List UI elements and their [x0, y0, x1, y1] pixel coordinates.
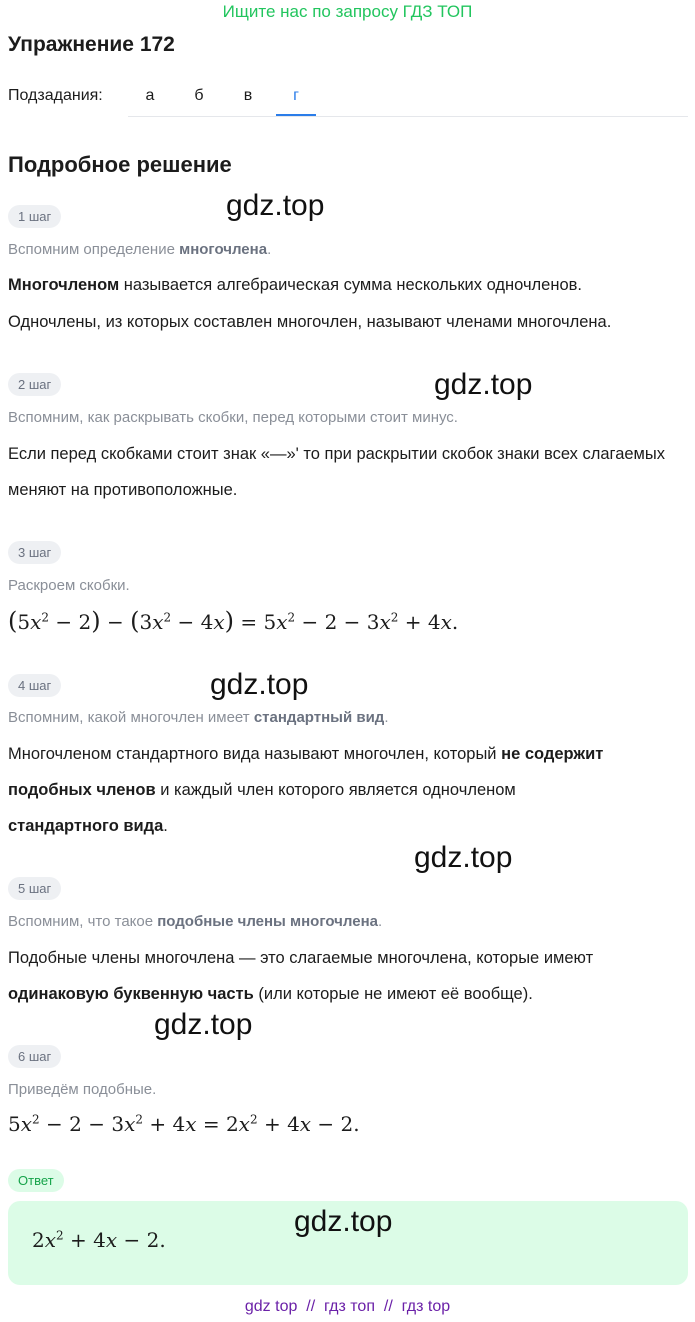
step-text: подобных членов и каждый член которого является одночленом	[8, 781, 516, 799]
promo-banner[interactable]: Ищите нас по запросу ГДЗ ТОП	[222, 2, 473, 21]
math-expression: $(5x^2 - 2) - (3x^2 - 4x) = 5x^2 - 2 - 3x^2 + 4x$.	[8, 607, 459, 635]
step-text: Если перед скобками стоит знак «—»' то при раскрытии скобок знаки всех слагаемых меняют на противоположные.	[8, 445, 666, 499]
step-badge: 1 шаг	[8, 205, 61, 228]
step-text: Одночлены, из которых составлен многочлен, называют членами многочлена.	[8, 313, 612, 331]
step-badge: 5 шаг	[8, 877, 61, 900]
watermark: gdz.top	[414, 841, 513, 874]
answer-badge: Ответ	[8, 1169, 64, 1192]
tab-a[interactable]: а	[145, 87, 155, 104]
step-badge: 3 шаг	[8, 541, 61, 564]
tab-g[interactable]: г	[276, 80, 316, 116]
watermark: gdz.top	[226, 189, 325, 222]
step-hint: Вспомним, что такое подобные члены многочлена.	[8, 913, 383, 930]
step-hint: Вспомним, какой многочлен имеет стандартный вид.	[8, 709, 389, 726]
step-badge: 6 шаг	[8, 1045, 61, 1068]
step-text: Многочленом называется алгебраическая сумма нескольких одночленов.	[8, 276, 583, 294]
watermark: gdz.top	[210, 668, 309, 701]
step-text: Подобные члены многочлена — это слагаемые многочлена, которые имеют	[8, 949, 594, 967]
step-text: стандартного вида.	[8, 817, 168, 835]
step-text: Многочленом стандартного вида называют многочлен, который не содержит	[8, 745, 604, 763]
math-expression: $5x^2 - 2 - 3x^2 + 4x = 2x^2 + 4x - 2$.	[8, 1112, 360, 1136]
watermark: gdz.top	[434, 368, 533, 401]
subtask-tabs	[128, 80, 688, 117]
step-hint: Вспомним определение многочлена.	[8, 241, 272, 258]
answer-expression: $2x^2 + 4x - 2$.	[32, 1228, 166, 1252]
subtasks-label: Подзадания:	[8, 87, 103, 104]
step-badge: 2 шаг	[8, 373, 61, 396]
step-text: одинаковую буквенную часть (или которые не имеют её вообще).	[8, 985, 533, 1003]
step-hint: Вспомним, как раскрывать скобки, перед которыми стоит минус.	[8, 409, 458, 426]
step-hint: Приведём подобные.	[8, 1081, 157, 1098]
watermark: gdz.top	[294, 1205, 393, 1238]
step-badge: 4 шаг	[8, 674, 61, 697]
solution-title: Подробное решение	[8, 152, 232, 177]
page-title: Упражнение 172	[8, 33, 175, 56]
footer-links[interactable]: gdz top // гдз топ // гдз top	[244, 1298, 451, 1315]
tab-b[interactable]: б	[194, 87, 204, 104]
tab-v[interactable]: в	[243, 87, 253, 104]
step-hint: Раскроем скобки.	[8, 577, 130, 594]
watermark: gdz.top	[154, 1008, 253, 1041]
